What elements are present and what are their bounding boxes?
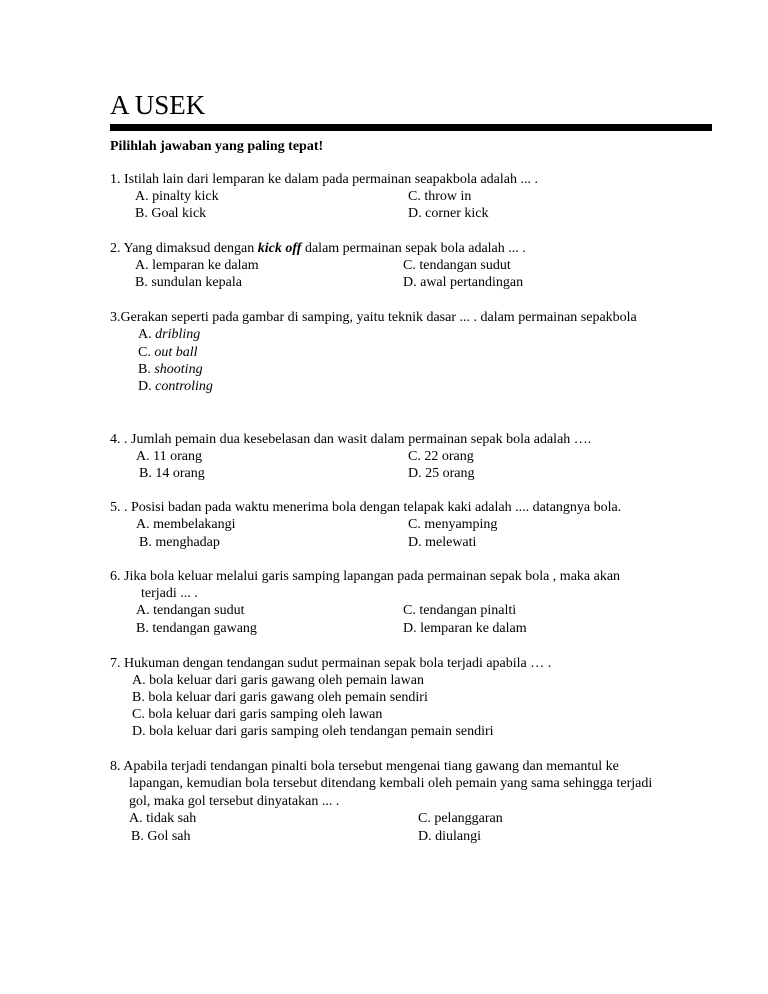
option-c: C. throw in: [408, 189, 472, 204]
question-text-cont: gol, maka gol tersebut dinyatakan ... .: [129, 794, 340, 809]
option-d: D. bola keluar dari garis samping oleh tendangan pemain sendiri: [132, 724, 494, 739]
option-d: D. awal pertandingan: [403, 275, 524, 290]
option-c: C. pelanggaran: [418, 811, 503, 826]
option-text: controling: [155, 379, 213, 394]
option-a: A. 11 orang: [136, 449, 202, 464]
question-text-cont: lapangan, kemudian bola tersebut ditendang kembali oleh pemain yang sama sehingga terjadi: [129, 776, 653, 791]
option-c: C. tendangan sudut: [403, 258, 511, 273]
option-b: [138, 361, 203, 378]
question-text: 6. Jika bola keluar melalui garis samping lapangan pada permainan sepak bola , maka akan: [110, 569, 621, 584]
question-text-pre: 2. Yang dimaksud dengan: [110, 241, 258, 256]
option-a: A. bola keluar dari garis gawang oleh pemain lawan: [132, 673, 424, 688]
option-letter: D.: [138, 379, 156, 394]
option-d: D. 25 orang: [408, 466, 475, 481]
option-a: A. lemparan ke dalam: [135, 258, 259, 273]
option-d: D. diulangi: [418, 829, 481, 844]
option-a: A. membelakangi: [136, 517, 236, 532]
question-text: 5. . Posisi badan pada waktu menerima bola dengan telapak kaki adalah .... datangnya bola.: [110, 500, 622, 515]
option-b: B. Goal kick: [135, 206, 207, 221]
option-d: D. corner kick: [408, 206, 489, 221]
option-c: C. 22 orang: [408, 449, 474, 464]
question-text: 1. Istilah lain dari lemparan ke dalam pada permainan seapakbola adalah ... .: [110, 172, 538, 187]
option-b: B. tendangan gawang: [136, 621, 257, 636]
option-d: D. melewati: [408, 535, 477, 550]
option-letter: A.: [138, 327, 156, 342]
option-text: shooting: [154, 362, 203, 377]
question-text-cont: terjadi ... .: [141, 586, 198, 601]
option-letter: B.: [138, 362, 155, 377]
title-divider: [110, 124, 712, 131]
option-a: [138, 326, 200, 343]
option-a: A. tendangan sudut: [136, 603, 245, 618]
option-a: A. tidak sah: [129, 811, 197, 826]
page-title: A USEK: [110, 90, 206, 120]
option-b: B. Gol sah: [131, 829, 191, 844]
question-text: 8. Apabila terjadi tendangan pinalti bola tersebut mengenai tiang gawang dan memantul ke: [110, 759, 619, 774]
option-c: C. tendangan pinalti: [403, 603, 517, 618]
option-b: B. bola keluar dari garis gawang oleh pemain sendiri: [132, 690, 428, 705]
question-text: 3.Gerakan seperti pada gambar di samping, yaitu teknik dasar ... . dalam permainan sepakbola: [110, 310, 637, 325]
option-text: dribling: [155, 327, 201, 342]
option-c: C. menyamping: [408, 517, 498, 532]
option-a: A. pinalty kick: [135, 189, 219, 204]
option-c: [138, 344, 198, 361]
instruction: Pilihlah jawaban yang paling tepat!: [110, 139, 324, 154]
option-b: B. 14 orang: [139, 466, 205, 481]
option-b: B. menghadap: [139, 535, 220, 550]
question-text-post: dalam permainan sepak bola adalah ... .: [301, 241, 526, 256]
option-d: [138, 378, 213, 395]
option-letter: C.: [138, 345, 155, 360]
option-c: C. bola keluar dari garis samping oleh lawan: [132, 707, 383, 722]
option-d: D. lemparan ke dalam: [403, 621, 527, 636]
question-text: 4. . Jumlah pemain dua kesebelasan dan wasit dalam permainan sepak bola adalah ….: [110, 432, 592, 447]
option-text: out ball: [154, 345, 198, 360]
question-text: 7. Hukuman dengan tendangan sudut permainan sepak bola terjadi apabila … .: [110, 656, 552, 671]
question-text: [110, 240, 526, 257]
question-emphasis: kick off: [257, 241, 302, 256]
option-b: B. sundulan kepala: [135, 275, 242, 290]
